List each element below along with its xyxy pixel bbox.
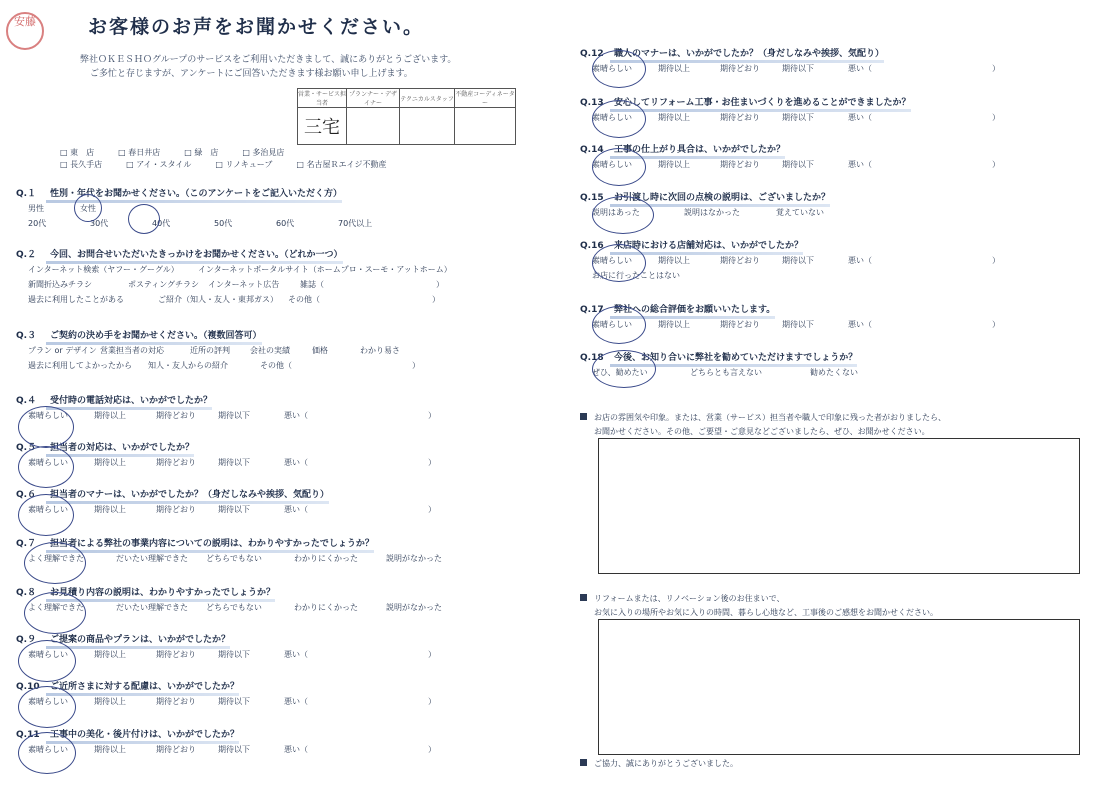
answer-option[interactable]: 期待どおり (156, 458, 196, 467)
answer-option[interactable]: 素晴らしい (28, 505, 68, 514)
answer-option[interactable]: 期待以上 (94, 505, 126, 514)
answer-option[interactable]: 期待以下 (218, 505, 250, 514)
answer-option[interactable]: 期待以下 (218, 697, 250, 706)
answer-option[interactable]: 期待どおり (156, 505, 196, 514)
option-row (28, 504, 436, 515)
answer-option[interactable]: 期待以上 (658, 256, 690, 265)
question-text: 担当者による弊社の事業内容についての説明は、わかりやすかったでしょうか？ (50, 539, 374, 549)
answer-option[interactable]: 期待以上 (94, 697, 126, 706)
question-text: 職人のマナーは、いかがでしたか？（身だしなみや挨拶、気配り） (614, 49, 885, 59)
handwritten-circle (24, 592, 86, 634)
answer-option[interactable]: 会社の実績 (250, 346, 290, 355)
handwritten-circle (592, 196, 654, 234)
handwritten-circle (24, 542, 86, 584)
seal-stamp: 安藤 (6, 12, 44, 50)
shop-option[interactable]: □ リノキューブ (215, 160, 273, 169)
option-row (28, 696, 436, 707)
question-text: 来店時における店舗対応は、いかがでしたか？ (614, 241, 804, 251)
answer-option[interactable]: 素晴らしい (28, 697, 68, 706)
question-text: 性別・年代をお聞かせください。（このアンケートをご記入いただく方） (50, 189, 342, 199)
staff-header: プランナー・デザイナー (347, 89, 400, 108)
answer-option[interactable]: よく理解できた (28, 554, 84, 563)
question-number: Q.６ (16, 490, 37, 500)
question-text: 今回、お問合せいただいたきっかけをお聞かせください。（どれか一つ） (50, 250, 343, 260)
option-row (592, 159, 1000, 170)
bullet-icon (580, 759, 587, 766)
answer-option[interactable]: 期待以下 (218, 745, 250, 754)
staff-header: テクニカルスタッフ (400, 89, 455, 108)
answer-option[interactable]: 期待どおり (720, 256, 760, 265)
answer-option[interactable]: 期待どおり (156, 697, 196, 706)
question-text: お引渡し時に次回の点検の説明は、ございましたか？ (614, 193, 831, 203)
shop-option[interactable]: □ アイ・スタイル (126, 160, 192, 169)
answer-option[interactable]: 素晴らしい (28, 745, 68, 754)
handwritten-circle (592, 306, 646, 344)
shop-row (60, 147, 308, 158)
answer-option[interactable]: 覚えていない (776, 208, 824, 217)
answer-option[interactable]: 悪い（ ） (848, 320, 1000, 329)
shop-option[interactable]: □ 緑 店 (184, 148, 219, 157)
handwritten-circle (592, 100, 646, 138)
answer-option[interactable]: 素晴らしい (592, 320, 632, 329)
answer-option[interactable]: 悪い（ ） (284, 745, 436, 754)
answer-option[interactable]: 悪い（ ） (848, 64, 1000, 73)
question- (16, 186, 342, 203)
answer-option[interactable]: わかりにくかった (294, 554, 358, 563)
answer-option[interactable]: 期待以下 (218, 458, 250, 467)
question-number: Q.10 (16, 682, 40, 692)
shop-option[interactable]: □ 東 店 (60, 148, 95, 157)
question-number: Q.１ (16, 189, 37, 199)
answer-option[interactable]: 期待どおり (720, 113, 760, 122)
answer-option[interactable]: プラン or デザイン (28, 346, 97, 355)
intro-line-2: ご多忙と存じますが、アンケートにご回答いただきます様お願い申し上げます。 (90, 69, 413, 79)
staff-header: 営業・サービス担当者 (298, 89, 347, 108)
answer-option[interactable]: 悪い（ ） (284, 411, 436, 420)
answer-option[interactable]: 悪い（ ） (284, 505, 436, 514)
staff-header: 不動産コーディネーター (455, 89, 516, 108)
answer-option[interactable]: 素晴らしい (28, 411, 68, 420)
option-row (592, 319, 1000, 330)
answer-option[interactable]: 価格 (312, 346, 328, 355)
option-row (28, 360, 420, 371)
answer-option[interactable]: 過去に利用してよかったから (28, 361, 132, 370)
answer-option[interactable]: インターネット広告 (208, 280, 280, 289)
answer-option[interactable]: だいたい理解できた (116, 603, 188, 612)
free-comment-1-prompt (580, 411, 946, 439)
handwritten-circle (592, 244, 646, 282)
answer-option[interactable]: 悪い（ ） (284, 650, 436, 659)
answer-option[interactable]: どちらでもない (206, 554, 262, 563)
answer-option[interactable]: 営業担当者の対応 (100, 346, 164, 355)
answer-option[interactable]: わかりにくかった (294, 603, 358, 612)
answer-option[interactable]: その他（ ） (260, 361, 420, 370)
answer-option[interactable]: 悪い（ ） (284, 697, 436, 706)
answer-option[interactable]: 素晴らしい (28, 650, 68, 659)
answer-option[interactable]: 悪い（ ） (848, 256, 1000, 265)
answer-option[interactable]: 期待以上 (658, 320, 690, 329)
intro-line-1: 弊社ＯＫＥＳＨＯグループのサービスをご利用いただきまして、誠にありがとうございます。 (80, 55, 457, 65)
handwritten-circle (592, 148, 646, 186)
question-text: 弊社への総合評価をお願いいたします。 (614, 305, 776, 315)
option-row (592, 255, 1000, 266)
free1-line-2: お聞かせください。その他、ご要望・ご意見などございましたら、ぜひ、お聞かせください。 (594, 427, 930, 436)
free2-line-1: リフォームまたは、リノベーション後のお住まいで、 (594, 594, 785, 603)
answer-option[interactable]: 期待以上 (94, 411, 126, 420)
question-number: Q.３ (16, 331, 37, 341)
question-text: ご契約の決め手をお聞かせください。（複数回答可） (50, 331, 262, 341)
answer-option[interactable]: どちらとも言えない (690, 368, 762, 377)
option-row (28, 744, 436, 755)
option-row (28, 602, 442, 613)
handwritten-circle (592, 50, 646, 88)
option-row (28, 264, 452, 275)
question-text: 工事の仕上がり具合は、いかがでしたか？ (614, 145, 786, 155)
option-row (28, 279, 444, 290)
option-row (28, 410, 436, 421)
free2-line-2: お気に入りの場所やお気に入りの時間、暮らし心地など、工事後のご感想をお聞かせください。 (594, 608, 938, 617)
answer-option[interactable]: 期待以下 (782, 64, 814, 73)
answer-option[interactable]: 説明がなかった (386, 603, 442, 612)
question-text: 担当者の対応は、いかがでしたか？ (50, 443, 195, 453)
answer-option[interactable]: 新聞折込みチラシ (28, 280, 92, 289)
thanks-text: ご協力、誠にありがとうございました。 (594, 759, 738, 768)
answer-option[interactable]: ポスティングチラシ (128, 280, 200, 289)
question-number: Q.２ (16, 250, 37, 260)
answer-option[interactable]: 期待以上 (658, 64, 690, 73)
option-row (28, 457, 436, 468)
answer-option[interactable]: 期待どおり (156, 650, 196, 659)
answer-option[interactable]: 期待以下 (218, 411, 250, 420)
answer-option[interactable]: 期待以上 (658, 113, 690, 122)
answer-option[interactable]: 期待以下 (218, 650, 250, 659)
answer-option[interactable]: 知人・友人からの紹介 (148, 361, 228, 370)
question-text: 安心してリフォーム工事・お住まいづくりを進めることができましたか？ (614, 98, 911, 108)
answer-option[interactable]: 説明はなかった (684, 208, 740, 217)
answer-option[interactable]: 男性 (28, 204, 44, 213)
shop-option[interactable]: □ 多治見店 (242, 148, 285, 157)
option-row (28, 345, 400, 356)
answer-option[interactable]: 期待以下 (782, 320, 814, 329)
question-number: Q.17 (580, 305, 604, 315)
answer-option[interactable]: 素晴らしい (28, 458, 68, 467)
option-row (28, 553, 442, 564)
answer-option[interactable]: 20代 (28, 219, 47, 228)
question-number: Q.11 (16, 730, 40, 740)
answer-option[interactable]: 期待以上 (94, 650, 126, 659)
question- (16, 328, 262, 345)
answer-option[interactable]: 女性 (80, 204, 96, 213)
handwritten-circle (74, 194, 102, 222)
staff-cell[interactable] (400, 108, 455, 145)
answer-option[interactable]: 期待以上 (94, 458, 126, 467)
shop-row (60, 159, 411, 170)
answer-option[interactable]: 悪い（ ） (284, 458, 436, 467)
answer-option[interactable]: 50代 (214, 219, 233, 228)
handwritten-circle (18, 732, 76, 774)
answer-option[interactable]: 期待どおり (720, 64, 760, 73)
handwritten-circle (18, 494, 74, 536)
answer-option[interactable]: 説明がなかった (386, 554, 442, 563)
answer-option[interactable]: 期待どおり (156, 745, 196, 754)
answer-option[interactable]: 近所の評判 (190, 346, 230, 355)
answer-option[interactable]: 40代 (152, 219, 171, 228)
free1-line-1: お店の雰囲気や印象。または、営業（サービス）担当者や職人で印象に残った者がおりましたら、 (594, 413, 946, 422)
answer-option[interactable]: 説明はあった (592, 208, 640, 217)
answer-option[interactable]: ご紹介（知人・友人・東邦ガス） (158, 295, 278, 304)
answer-option[interactable]: 30代 (90, 219, 109, 228)
bullet-icon (580, 594, 587, 601)
question-number: Q.９ (16, 635, 37, 645)
thanks-note (580, 758, 738, 769)
answer-option[interactable]: わかり易さ (360, 346, 400, 355)
answer-option[interactable]: 期待以上 (658, 160, 690, 169)
answer-option[interactable]: その他（ ） (288, 295, 440, 304)
shop-option[interactable]: □ 名古屋Ｒエイジ不動産 (296, 160, 387, 169)
answer-option[interactable]: 悪い（ ） (848, 113, 1000, 122)
question-text: ご提案の商品やプランは、いかがでしたか？ (50, 635, 231, 645)
question-number: Q.12 (580, 49, 604, 59)
answer-option[interactable]: お店に行ったことはない (592, 271, 680, 280)
answer-option[interactable]: ぜひ、勧めたい (592, 368, 648, 377)
answer-option[interactable]: 素晴らしい (592, 64, 632, 73)
answer-option[interactable]: 過去に利用したことがある (28, 295, 124, 304)
answer-option[interactable]: 期待どおり (720, 160, 760, 169)
answer-option[interactable]: 雑誌（ ） (300, 280, 444, 289)
question-text: 受付時の電話対応は、いかがでしたか？ (50, 396, 213, 406)
answer-option[interactable]: 期待以上 (94, 745, 126, 754)
question-number: Q.14 (580, 145, 604, 155)
question-text: ご近所さまに対する配慮は、いかがでしたか？ (50, 682, 240, 692)
option-row (28, 294, 440, 305)
question-text: 担当者のマナーは、いかがでしたか？（身だしなみや挨拶、気配り） (50, 490, 330, 500)
handwritten-circle (18, 640, 76, 682)
handwritten-circle (592, 350, 656, 388)
page-title: お客様のお声をお聞かせください。 (88, 16, 425, 38)
answer-option[interactable]: 悪い（ ） (848, 160, 1000, 169)
question-number: Q.７ (16, 539, 37, 549)
question-number: Q.18 (580, 353, 604, 363)
answer-option[interactable]: 素晴らしい (592, 256, 632, 265)
question-text: 今後、お知り合いに弊社を勧めていただけますでしょうか？ (614, 353, 858, 363)
answer-option[interactable]: インターネット検索（ヤフー・グーグル） (28, 265, 179, 274)
question-text: お見積り内容の説明は、わかりやすかったでしょうか？ (50, 588, 276, 598)
answer-option[interactable]: 期待どおり (156, 411, 196, 420)
answer-option[interactable]: 期待以下 (782, 160, 814, 169)
question- (16, 247, 343, 264)
handwritten-circle (18, 406, 74, 448)
answer-option[interactable]: 期待以下 (782, 256, 814, 265)
question-number: Q.15 (580, 193, 604, 203)
question-number: Q.16 (580, 241, 604, 251)
answer-option[interactable]: 60代 (276, 219, 295, 228)
question-number: Q.４ (16, 396, 37, 406)
answer-option[interactable]: 期待どおり (720, 320, 760, 329)
answer-option[interactable]: インターネットポータルサイト（ホームプロ・スーモ・アットホーム） (198, 265, 452, 274)
question-number: Q.13 (580, 98, 604, 108)
free-comment-2-box[interactable] (598, 619, 1080, 755)
free-comment-1-box[interactable] (598, 438, 1080, 574)
handwritten-circle (18, 686, 76, 728)
answer-option[interactable]: 期待以下 (782, 113, 814, 122)
answer-option[interactable]: 勧めたくない (810, 368, 858, 377)
staff-cell[interactable] (347, 108, 400, 145)
question-text: 工事中の美化・後片付けは、いかがでしたか？ (50, 730, 240, 740)
bullet-icon (580, 413, 587, 420)
answer-option[interactable]: どちらでもない (206, 603, 262, 612)
handwritten-circle (18, 446, 74, 488)
staff-name[interactable]: 三宅 (298, 108, 347, 145)
option-row (28, 649, 436, 660)
staff-table (297, 88, 516, 145)
answer-option[interactable]: よく理解できた (28, 603, 84, 612)
answer-option[interactable]: だいたい理解できた (116, 554, 188, 563)
handwritten-circle (128, 204, 160, 234)
option-row (592, 63, 1000, 74)
free-comment-2-prompt (580, 592, 938, 620)
question-number: Q.５ (16, 443, 37, 453)
shop-option[interactable]: □ 長久手店 (60, 160, 103, 169)
answer-option[interactable]: 素晴らしい (592, 113, 632, 122)
answer-option[interactable]: 素晴らしい (592, 160, 632, 169)
shop-option[interactable]: □ 春日井店 (118, 148, 161, 157)
staff-cell[interactable] (455, 108, 516, 145)
question-number: Q.８ (16, 588, 37, 598)
answer-option[interactable]: 70代以上 (338, 219, 373, 228)
option-row (592, 112, 1000, 123)
